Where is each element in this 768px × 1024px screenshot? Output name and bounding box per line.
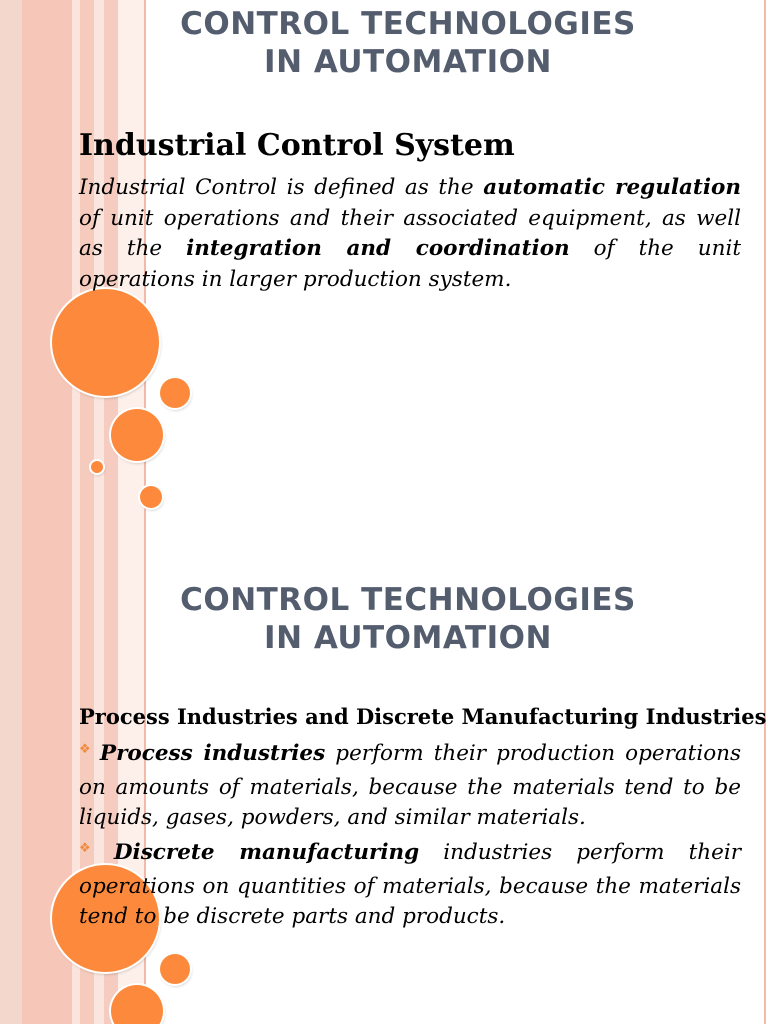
bullet-1-text: perform their production operations on amounts of materials, because the materials tend to be liquids, gases, powders, and similar materials.	[79, 741, 742, 830]
right-edge-line	[764, 0, 766, 576]
para-text-2: of unit operations and their associated equipment, as well as the	[79, 205, 741, 261]
bullet-2-bold: Discrete manufacturing	[113, 840, 420, 865]
bullet-item-1	[79, 739, 741, 834]
para-bold-1: automatic regulation	[483, 175, 742, 200]
section-heading: Process Industries and Discrete Manufacturing Industries	[79, 704, 767, 729]
para-text-3: of the unit operations in larger production system.	[79, 236, 741, 292]
bullet-1-bold: Process industries	[99, 741, 326, 766]
diamond-bullet-icon: ❖	[79, 841, 108, 856]
section-heading: Industrial Control System	[79, 128, 515, 163]
bullet-item-2	[79, 838, 741, 933]
small-circle	[160, 954, 190, 984]
para-text-1: Industrial Control is defined as the	[79, 175, 484, 200]
title-line-2: IN AUTOMATION	[264, 620, 552, 656]
slide-2	[0, 576, 768, 1024]
title-line-2: IN AUTOMATION	[264, 44, 552, 80]
tiny-circle	[91, 461, 103, 473]
large-circle	[52, 289, 159, 396]
title-line-1: CONTROL TECHNOLOGIES	[180, 6, 636, 42]
slide-title	[120, 5, 696, 81]
definition-paragraph	[79, 173, 741, 295]
diamond-bullet-icon: ❖	[79, 742, 94, 757]
right-edge-line	[764, 576, 766, 1024]
title-line-1: CONTROL TECHNOLOGIES	[180, 582, 636, 618]
small-circle-2	[140, 486, 162, 508]
small-circle	[160, 378, 190, 408]
medium-circle	[111, 409, 163, 461]
bullet-2-text: industries perform their operations on quantities of materials, because the materials tend to be discrete parts and products.	[79, 840, 741, 929]
para-bold-2: integration and coordination	[186, 236, 570, 261]
slide-title	[120, 581, 696, 657]
